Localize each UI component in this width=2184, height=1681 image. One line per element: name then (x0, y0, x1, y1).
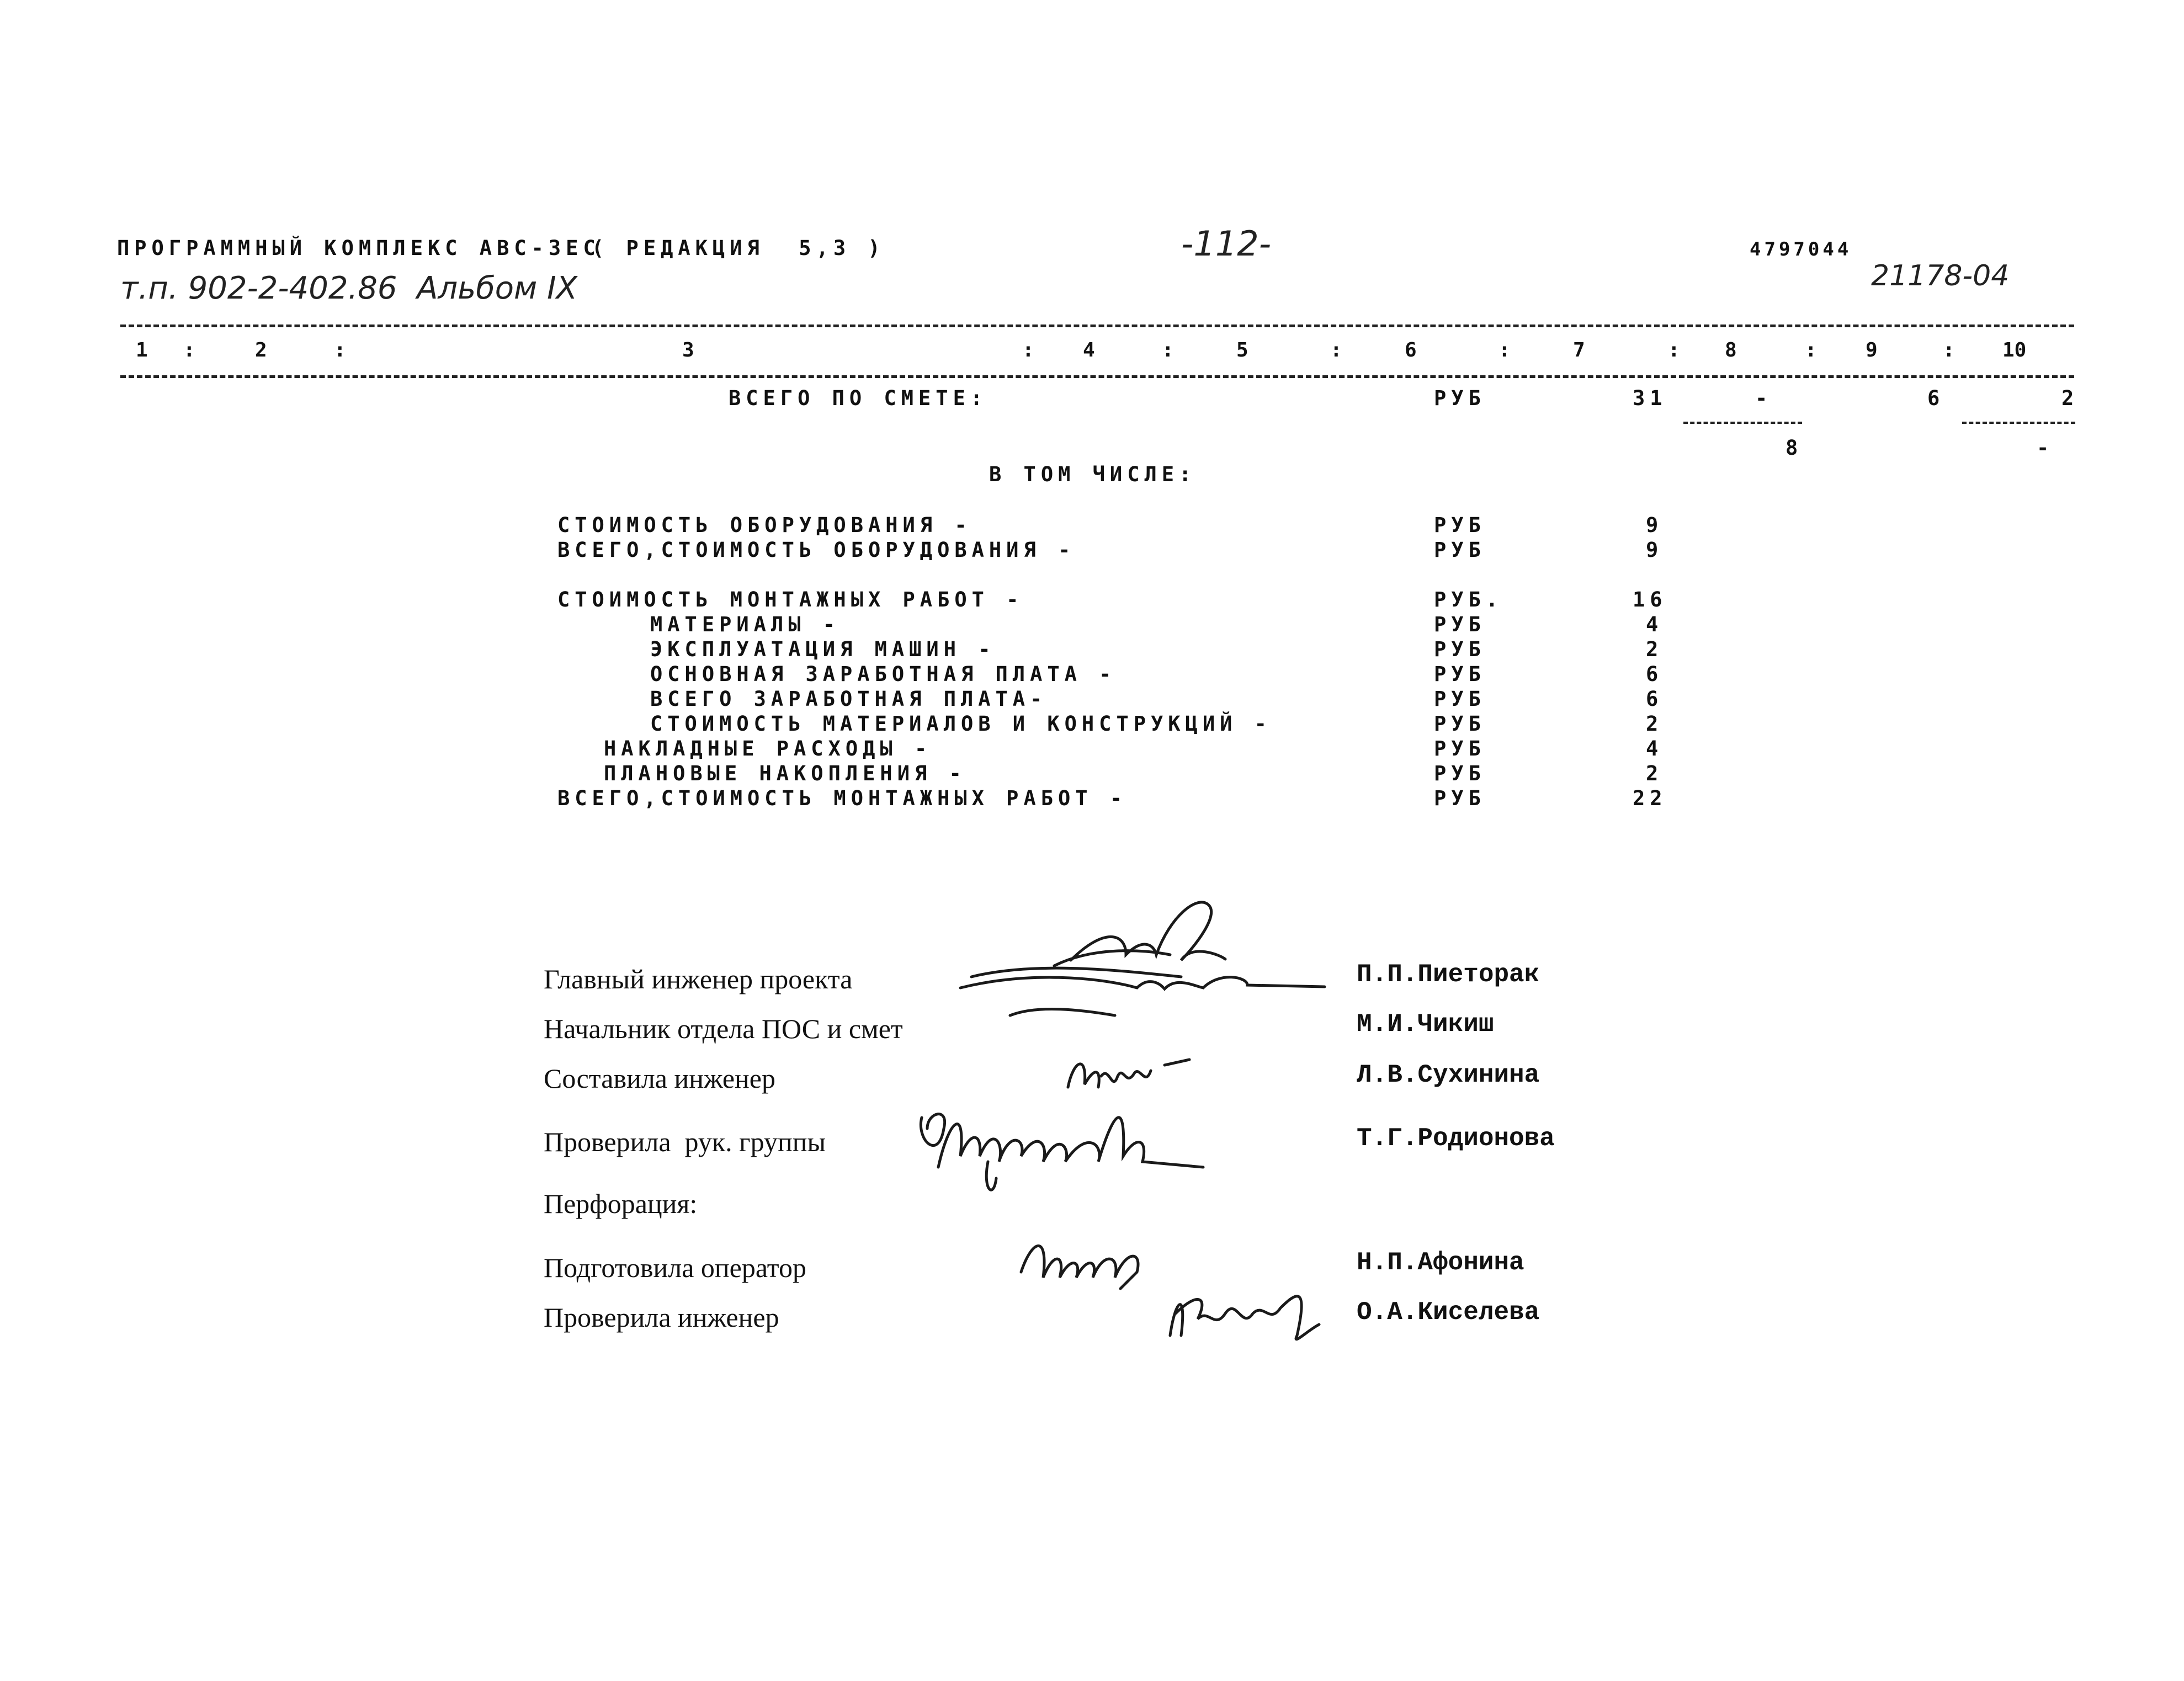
handwritten-reference: т.п. 902-2-402.86 Альбом IX (120, 270, 577, 306)
document-code: 4797044 (1750, 238, 1852, 260)
list-item-value: 9 (1646, 538, 1664, 562)
list-item-value: 2 (1646, 637, 1664, 661)
total-sub-col10: - (2037, 436, 2054, 460)
signature-role: Проверила инженер (544, 1302, 779, 1333)
list-item-unit: РУБ (1434, 637, 1486, 661)
column-separator: : (334, 339, 346, 361)
signature-name: Н.П.Афонина (1357, 1248, 1524, 1277)
column-separator: : (1805, 339, 1817, 361)
signature-role: Начальник отдела ПОС и смет (544, 1013, 903, 1044)
list-item-label: ПЛАНОВЫЕ НАКОПЛЕНИЯ - (604, 762, 966, 785)
column-separator: : (1498, 339, 1511, 361)
column-number: 3 (682, 339, 694, 361)
list-item-unit: РУБ (1434, 762, 1486, 785)
column-number: 9 (1866, 339, 1878, 361)
list-item-value: 6 (1646, 662, 1664, 686)
list-item-value: 2 (1646, 712, 1664, 736)
total-sub-col8: 8 (1786, 436, 1803, 460)
program-title: ПРОГРАММНЫЙ КОМПЛЕКС АВС-3ЕС (117, 236, 601, 260)
column-separator: : (1668, 339, 1680, 361)
signature-operator (1010, 1228, 1176, 1294)
column-number: 2 (255, 339, 267, 361)
list-item-label: СТОИМОСТЬ МОНТАЖНЫХ РАБОТ - (557, 588, 1024, 611)
list-item-label: ЭКСПЛУАТАЦИЯ МАШИН - (650, 637, 996, 661)
column-number: 6 (1405, 339, 1417, 361)
list-item-value: 4 (1646, 613, 1664, 636)
in-total-label: В ТОМ ЧИСЛЕ: (989, 462, 1197, 486)
signature-name: О.А.Киселева (1357, 1298, 1540, 1327)
list-item-label: ВСЕГО,СТОИМОСТЬ МОНТАЖНЫХ РАБОТ - (557, 786, 1128, 810)
total-col8: - (1755, 386, 1773, 410)
list-item-unit: РУБ (1434, 786, 1486, 810)
column-separator: : (183, 339, 195, 361)
handwritten-number: 21178-04 (1871, 259, 2010, 292)
list-item-value: 16 (1633, 588, 1667, 611)
list-item-unit: РУБ (1434, 662, 1486, 686)
column-number: 10 (2002, 339, 2027, 361)
total-col10-rule (1962, 422, 2075, 424)
table-top-rule (120, 325, 2074, 327)
signature-role: Главный инженер проекта (544, 964, 853, 994)
total-unit: РУБ (1434, 386, 1486, 410)
list-item-label: ОСНОВНАЯ ЗАРАБОТНАЯ ПЛАТА - (650, 662, 1117, 686)
list-item-unit: РУБ. (1434, 588, 1503, 611)
list-item-unit: РУБ (1434, 737, 1486, 760)
total-col10: 2 (2061, 386, 2079, 410)
column-number: 7 (1573, 339, 1585, 361)
signature-department-head (1005, 993, 1181, 1038)
list-item-unit: РУБ (1434, 513, 1486, 537)
signature-role: Подготовила оператор (544, 1252, 806, 1283)
list-item-label: НАКЛАДНЫЕ РАСХОДЫ - (604, 737, 932, 760)
table-header-rule (120, 375, 2074, 378)
list-item-label: ВСЕГО ЗАРАБОТНАЯ ПЛАТА- (650, 687, 1048, 711)
signature-role: Составила инженер (544, 1063, 775, 1094)
signature-name: Т.Г.Родионова (1357, 1124, 1555, 1153)
signature-checking-engineer (1154, 1275, 1330, 1352)
column-number: 5 (1236, 339, 1248, 361)
column-number: 1 (136, 339, 148, 361)
total-col9: 6 (1927, 386, 1945, 410)
signature-name: П.П.Пиеторак (1357, 960, 1540, 989)
list-item-unit: РУБ (1434, 687, 1486, 711)
column-number: 4 (1083, 339, 1095, 361)
edition-label: ( РЕДАКЦИЯ 5,3 ) (592, 236, 885, 260)
page-number: -112- (1181, 224, 1272, 264)
signature-group-lead (905, 1095, 1214, 1206)
list-item-unit: РУБ (1434, 712, 1486, 736)
signature-role: Проверила рук. группы (544, 1126, 826, 1157)
list-item-value: 22 (1633, 786, 1667, 810)
signature-name: Л.В.Сухинина (1357, 1061, 1540, 1089)
signature-engineer (1057, 1043, 1223, 1104)
list-item-label: МАТЕРИАЛЫ - (650, 613, 841, 636)
list-item-label: ВСЕГО,СТОИМОСТЬ ОБОРУДОВАНИЯ - (557, 538, 1076, 562)
list-item-label: СТОИМОСТЬ ОБОРУДОВАНИЯ - (557, 513, 972, 537)
list-item-value: 9 (1646, 513, 1664, 537)
signature-role: Перфорация: (544, 1188, 698, 1219)
column-number: 8 (1725, 339, 1737, 361)
list-item-value: 6 (1646, 687, 1664, 711)
column-separator: : (1022, 339, 1034, 361)
total-label: ВСЕГО ПО СМЕТЕ: (729, 386, 988, 410)
total-col7: 31 (1633, 386, 1667, 410)
list-item-unit: РУБ (1434, 613, 1486, 636)
list-item-value: 4 (1646, 737, 1664, 760)
column-separator: : (1162, 339, 1174, 361)
column-separator: : (1330, 339, 1342, 361)
signature-name: М.И.Чикиш (1357, 1010, 1494, 1039)
total-col8-rule (1683, 422, 1802, 424)
list-item-value: 2 (1646, 762, 1664, 785)
column-separator: : (1943, 339, 1955, 361)
list-item-unit: РУБ (1434, 538, 1486, 562)
list-item-label: СТОИМОСТЬ МАТЕРИАЛОВ И КОНСТРУКЦИЙ - (650, 712, 1272, 736)
